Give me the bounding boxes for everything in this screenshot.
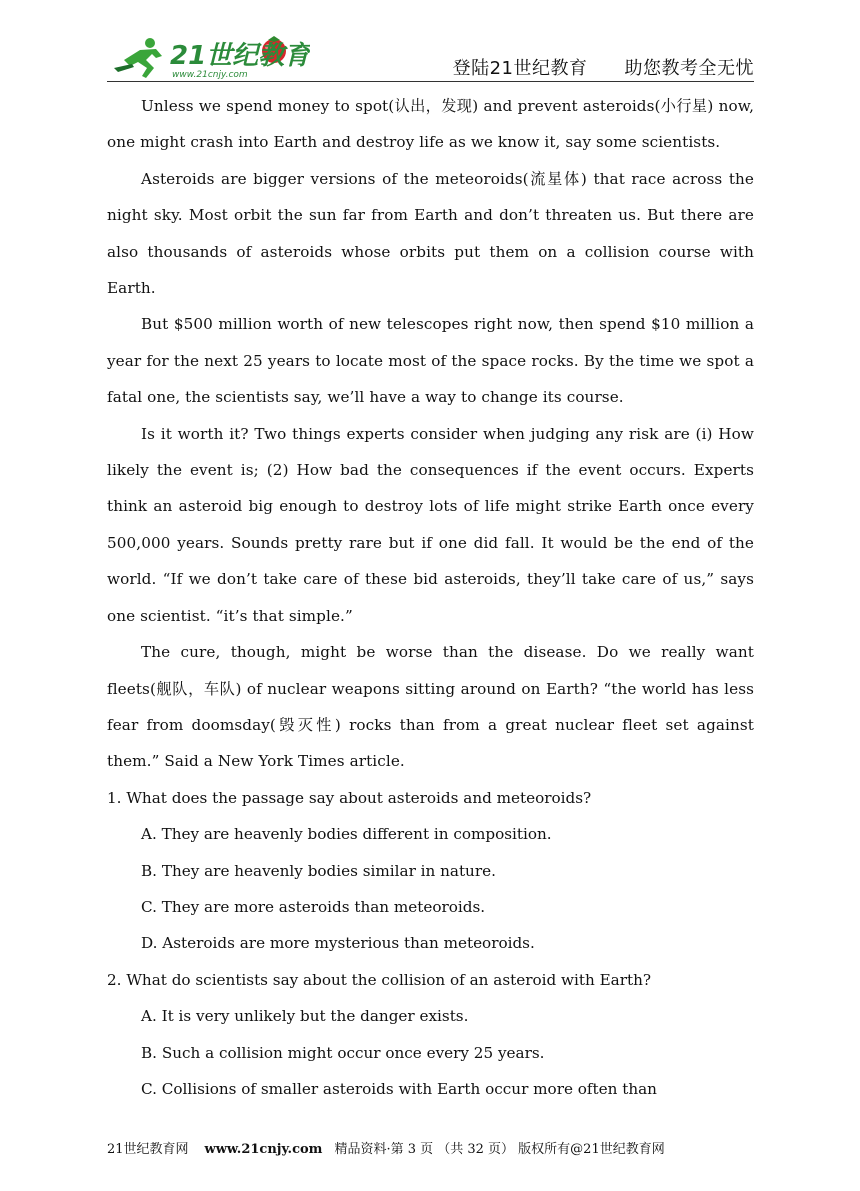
- question-2: [107, 962, 754, 1108]
- option-a: A. They are heavenly bodies different in composition.: [141, 825, 552, 844]
- footer-site-link[interactable]: www.21cnjy.com: [204, 1142, 323, 1157]
- option-c: C. Collisions of smaller asteroids with Earth occur more often than: [141, 1079, 657, 1098]
- question-1: [107, 780, 754, 962]
- logo-url: www.21cnjy.com: [172, 70, 248, 80]
- logo-text: 21世纪教育: [170, 41, 310, 71]
- option-c: C. They are more asteroids than meteoroids.: [141, 897, 486, 916]
- paragraph: Asteroids are bigger versions of the meteoroids(流星体) that race across the night sky. Most orbit the sun far from Earth and don’t threaten us. But there are also thousands of asteroids whose orbits put them on a collision course with Earth.: [107, 169, 754, 298]
- option-b: B. They are heavenly bodies similar in nature.: [141, 861, 496, 880]
- question-text: 2. What do scientists say about the collision of an asteroid with Earth?: [107, 970, 652, 989]
- option-d: D. Asteroids are more mysterious than meteoroids.: [141, 934, 535, 953]
- footer-right: 精品资料·第 3 页 （共 32 页） 版权所有@21世纪教育网: [334, 1142, 665, 1157]
- page-header: [107, 32, 754, 82]
- runner-icon: [114, 38, 162, 78]
- header-slogan: 登陆21世纪教育 助您教考全无忧: [452, 58, 754, 79]
- page-footer: [107, 1138, 754, 1157]
- paragraph: The cure, though, might be worse than the disease. Do we really want fleets(舰队，车队) of nuclear weapons sitting around on Earth? “the world has less fear from doomsday(毁灭性) rocks than from a great nuclear fleet set against them.” Said a New York Times article.: [107, 643, 754, 771]
- paragraph: Is it worth it? Two things experts consider when judging any risk are (i) How likely the event is; (2) How bad the consequences if the event occurs. Experts think an asteroid big enough to destroy lots of life might strike Earth once every 500,000 years. Sounds pretty rare but if one did fall. It would be the end of the world. “If we don’t take care of these bid asteroids, they’ll take care of us,” says one scientist. “it’s that simple.”: [107, 424, 754, 625]
- 21cnjy-logo: [110, 34, 310, 80]
- paragraph: But $500 million worth of new telescopes right now, then spend $10 million a year for the next 25 years to locate most of the space rocks. By the time we spot a fatal one, the scientists say, we’ll have a way to change its course.: [107, 315, 754, 407]
- paragraph: Unless we spend money to spot(认出，发现) and prevent asteroids(小行星) now, one might crash into Earth and destroy life as we know it, say some scientists.: [107, 97, 754, 152]
- footer-left: 21世纪教育网: [107, 1142, 189, 1157]
- option-a: A. It is very unlikely but the danger exists.: [141, 1007, 469, 1026]
- page-body: [107, 88, 754, 1107]
- question-text: 1. What does the passage say about asteroids and meteoroids?: [107, 788, 592, 807]
- header-divider: [107, 81, 754, 82]
- option-b: B. Such a collision might occur once every 25 years.: [141, 1043, 545, 1062]
